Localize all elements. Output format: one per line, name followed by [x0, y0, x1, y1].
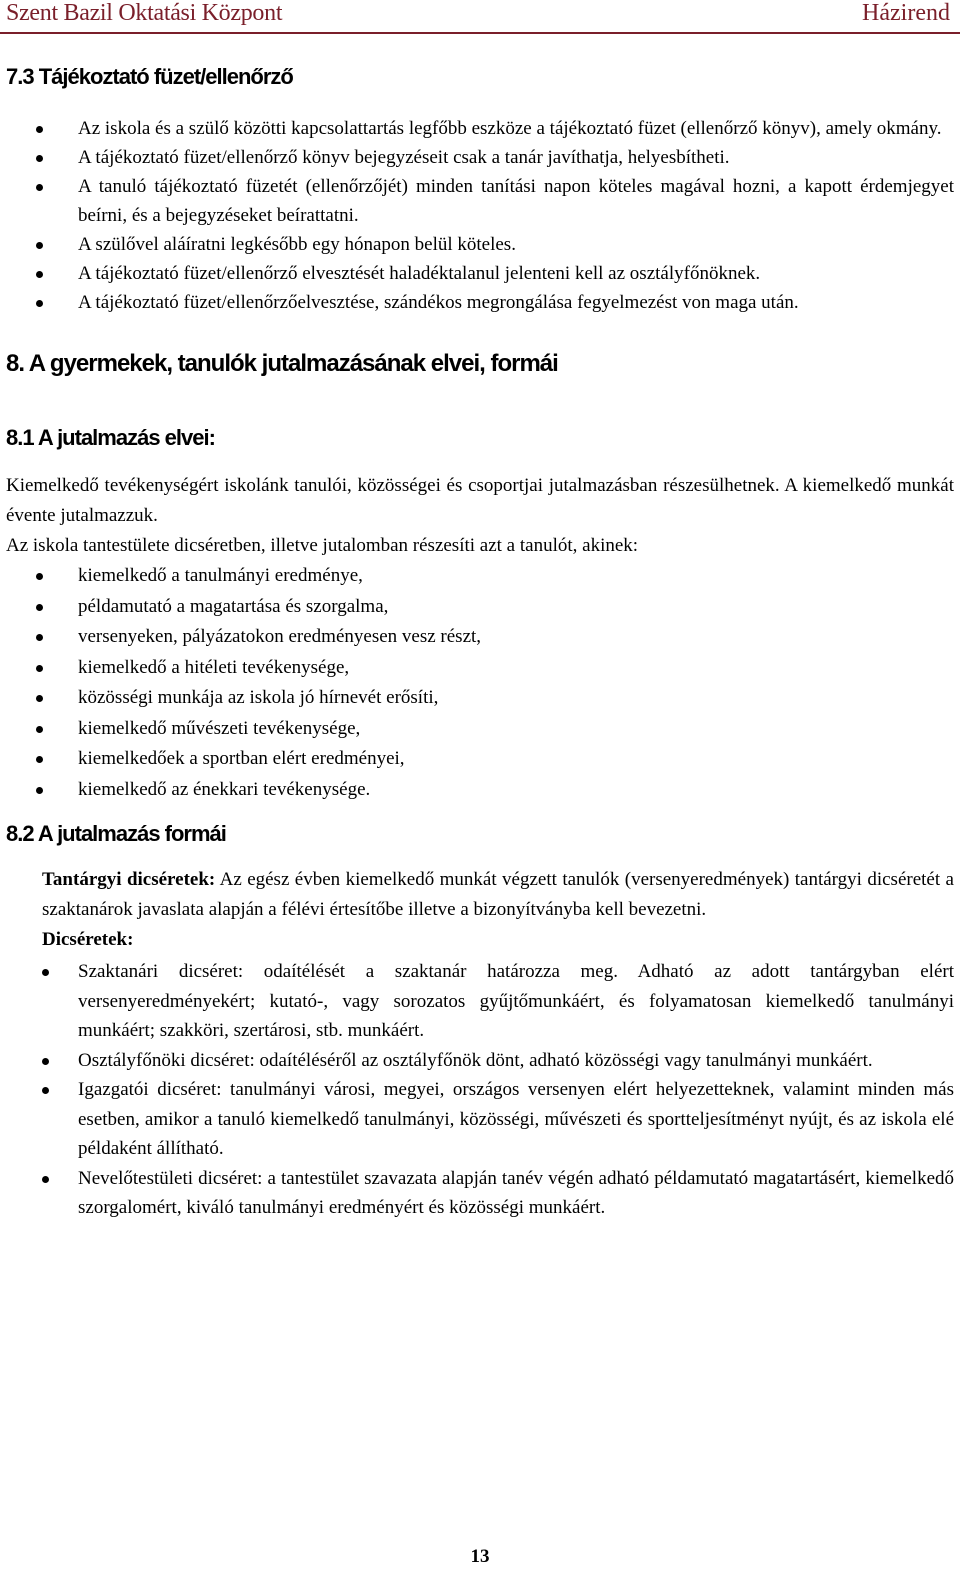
section-8-1-paragraph-1: Kiemelkedő tevékenységért iskolánk tanulói, közösségei és csoportjai jutalmazásban részesülhetnek. A kiemelkedő munkát évente jutalmazzuk.: [6, 475, 954, 526]
list-item: Szaktanári dicséret: odaítélését a szaktanár határozza meg. Adható az adott tantárgyban elért versenyeredményekért; kutató-, vagy sorozatos gyűjtőmunkáért, és folyamatosan kiemelkedő tanulmányi munkáért; szakköri, szertárosi, stb. munkáért.: [78, 957, 954, 1046]
list-item: A tájékoztató füzet/ellenőrzőelvesztése, szándékos megrongálása fegyelmezést von maga után.: [78, 288, 954, 317]
dicseretek-label-text: Dicséretek:: [42, 929, 134, 950]
section-7-3-list: [6, 114, 954, 317]
section-8-2-list: [42, 957, 954, 1223]
list-item: közösségi munkája az iskola jó hírnevét erősíti,: [78, 683, 954, 714]
list-item: kiemelkedő a tanulmányi eredménye,: [78, 561, 954, 592]
list-item: kiemelkedőek a sportban elért eredményei,: [78, 744, 954, 775]
list-item: Az iskola és a szülő közötti kapcsolattartás legfőbb eszköze a tájékoztató füzet (ellenőrző könyv), amely okmány.: [78, 114, 954, 143]
header-document-title: Házirend: [862, 0, 950, 26]
section-8-1-paragraph-2: Az iskola tantestülete dicséretben, illetve jutalomban részesíti azt a tanulót, akinek:: [6, 535, 639, 556]
section-8-1-list: [6, 561, 954, 805]
lead-text: Az egész évben kiemelkedő munkát végzett tanulók (versenyeredmények) tantárgyi dicséretét a szaktanárok javaslata alapján a félévi értesítőbe illetve a bizonyítványba kell bevezetni.: [42, 869, 954, 920]
page-number: 13: [470, 1546, 490, 1567]
list-item: Igazgatói dicséret: tanulmányi városi, megyei, országos versenyen elért helyezetteknek, valamint minden más esetben, amikor a tanuló kiemelkedő tanulmányi, közösségi, művészeti és sportteljesítményt nyújt, és az iskola elé példaként állítható.: [78, 1075, 954, 1164]
lead-label: Tantárgyi dicséretek:: [42, 869, 216, 890]
list-item: kiemelkedő művészeti tevékenysége,: [78, 714, 954, 745]
section-8-1-heading: 8.1 A jutalmazás elvei:: [6, 425, 215, 450]
section-8-heading: 8. A gyermekek, tanulók jutalmazásának elvei, formái: [6, 350, 558, 377]
list-item: A tájékoztató füzet/ellenőrző elvesztését haladéktalanul jelenteni kell az osztályfőnöknek.: [78, 259, 954, 288]
list-item: A szülővel aláíratni legkésőbb egy hónapon belül köteles.: [78, 230, 954, 259]
list-item: versenyeken, pályázatokon eredményesen vesz részt,: [78, 622, 954, 653]
section-8-2-lead-paragraph: [42, 865, 954, 925]
list-item: A tanuló tájékoztató füzetét (ellenőrzőjét) minden tanítási napon köteles magával hozni, a kapott érdemjegyet beírni, és a bejegyzéseket beírattatni.: [78, 172, 954, 230]
section-8-2-body: [6, 865, 954, 1223]
section-8-2-heading: 8.2 A jutalmazás formái: [6, 821, 226, 846]
list-item: Osztályfőnöki dicséret: odaítéléséről az osztályfőnök dönt, adható közösségi vagy tanulmányi munkáért.: [78, 1046, 954, 1076]
section-7-3-heading: 7.3 Tájékoztató füzet/ellenőrző: [6, 64, 293, 89]
list-item: kiemelkedő a hitéleti tevékenysége,: [78, 653, 954, 684]
page-header: [0, 0, 960, 34]
header-school-name: Szent Bazil Oktatási Központ: [6, 0, 283, 26]
list-item: kiemelkedő az énekkari tevékenysége.: [78, 775, 954, 806]
list-item: A tájékoztató füzet/ellenőrző könyv bejegyzéseit csak a tanár javíthatja, helyesbítheti.: [78, 143, 954, 172]
list-item: Nevelőtestületi dicséret: a tantestület szavazata alapján tanév végén adható példamutató magatartásért, kiemelkedő szorgalomért, kiváló tanulmányi eredményért és közösségi munkáért.: [78, 1164, 954, 1223]
page-content: [6, 62, 954, 1223]
dicseretek-label: [42, 925, 954, 955]
list-item: példamutató a magatartása és szorgalma,: [78, 592, 954, 623]
